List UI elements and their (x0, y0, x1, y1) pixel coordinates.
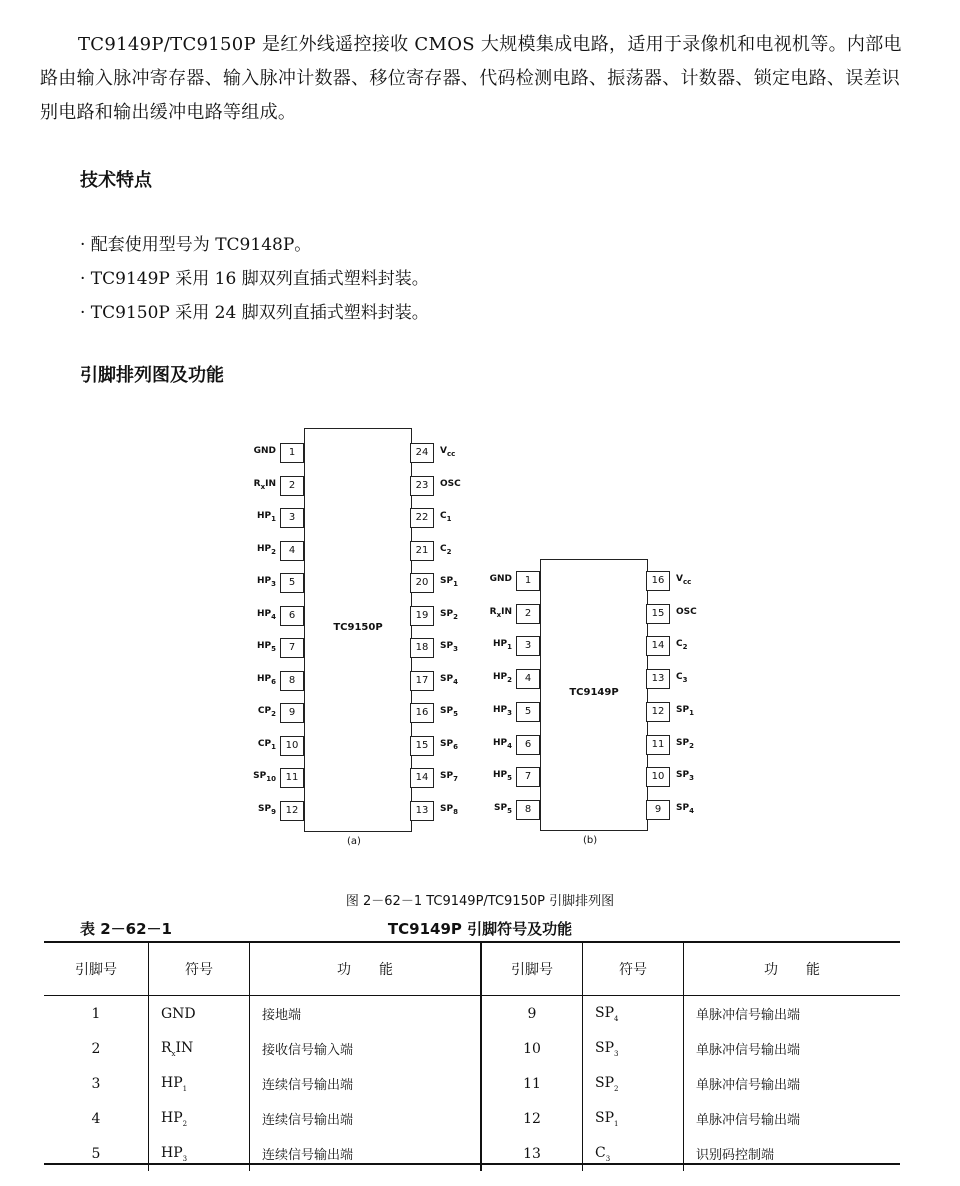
table-cell: 连续信号输出端 (250, 1066, 482, 1101)
table-cell: $SP_3$ (583, 1031, 684, 1066)
pin-number: 11 (280, 768, 304, 788)
pin-number: 8 (516, 800, 540, 820)
pin-number: 13 (646, 669, 670, 689)
table-cell: 12 (481, 1101, 583, 1136)
pin-number: 22 (410, 508, 434, 528)
col-header: 引脚号 (44, 943, 149, 996)
pin-symbol: $HP_3$ (256, 576, 276, 588)
pin-symbol: $HP_6$ (256, 673, 276, 686)
col-header: 功 能 (684, 943, 901, 996)
pin-table (44, 943, 900, 1171)
table-cell: $HP_2$ (149, 1101, 250, 1136)
pin-number: 15 (410, 736, 434, 756)
table-cell: 接地端 (250, 996, 482, 1032)
features-heading: 技术特点 (80, 170, 152, 191)
table-cell: $R_xIN$ (149, 1031, 250, 1066)
pin-symbol: $V_{cc}$ (440, 446, 456, 458)
figure-caption: 图 2－62－1 TC9149P/TC9150P 引脚排列图 (345, 894, 615, 909)
pin-symbol: GND (489, 574, 512, 584)
pin-number: 11 (646, 735, 670, 755)
table-cell: $C_3$ (583, 1136, 684, 1171)
pin-number: 1 (516, 571, 540, 591)
pin-number: 9 (280, 703, 304, 723)
pin-number: 19 (410, 606, 434, 626)
pin-symbol: $HP_1$ (256, 511, 276, 523)
table-row (44, 1031, 900, 1066)
pin-number: 5 (516, 702, 540, 722)
pin-number: 7 (516, 767, 540, 787)
pin-number: 3 (516, 636, 540, 656)
table-row (44, 1066, 900, 1101)
pin-number: 24 (410, 443, 434, 463)
pin-number: 4 (280, 541, 304, 561)
pin-number: 10 (646, 767, 670, 787)
table-cell: 单脉冲信号输出端 (684, 1066, 901, 1101)
pin-symbol: $HP_2$ (492, 672, 512, 684)
table-cell: 单脉冲信号输出端 (684, 996, 901, 1032)
pin-number: 20 (410, 573, 434, 593)
pin-symbol: $HP_2$ (256, 543, 276, 556)
pin-symbol: $SP_8$ (440, 803, 458, 816)
col-header: 符号 (149, 943, 250, 996)
pin-number: 21 (410, 541, 434, 561)
table-cell: $HP_1$ (149, 1066, 250, 1101)
pin-symbol: $C_2$ (440, 543, 452, 556)
pin-number: 16 (410, 703, 434, 723)
pin-number: 17 (410, 671, 434, 691)
pin-symbol: $SP_4$ (676, 802, 694, 815)
pin-symbol: $HP_3$ (492, 704, 512, 717)
pin-symbol: $SP_{10}$ (253, 771, 276, 783)
col-header: 引脚号 (481, 943, 583, 996)
intro-paragraph: TC9149P/TC9150P 是红外线遥控接收 CMOS 大规模集成电路，适用于录像机和电视机等。内部电路由输入脉冲寄存器、输入脉冲计数器、移位寄存器、代码检测电路、振荡器、计数器、锁定电路、误差识别电路和输出缓冲电路等组成。 (40, 34, 902, 123)
pin-symbol: $SP_3$ (676, 770, 694, 782)
table-cell: 2 (91, 1040, 101, 1057)
table-row (44, 1136, 900, 1171)
pin-number: 12 (280, 801, 304, 821)
chip-body (304, 428, 412, 832)
pin-symbol: $C_1$ (440, 511, 452, 523)
pin-symbol: $SP_9$ (258, 803, 276, 816)
table-cell: 10 (481, 1031, 583, 1066)
table-cell: 识别码控制端 (684, 1136, 901, 1171)
table-row (44, 996, 900, 1032)
pin-symbol: $SP_6$ (440, 738, 458, 751)
pin-number: 3 (280, 508, 304, 528)
pin-symbol: $HP_5$ (492, 770, 512, 782)
pin-number: 2 (280, 476, 304, 496)
pin-number: 5 (280, 573, 304, 593)
pin-symbol: $SP_2$ (440, 608, 458, 621)
table-cell: 5 (91, 1145, 101, 1162)
pin-symbol: $SP_7$ (440, 771, 458, 783)
table-cell: GND (149, 996, 250, 1032)
pin-symbol: $R_xIN$ (489, 606, 512, 619)
pin-symbol: $HP_5$ (256, 641, 276, 653)
pin-symbol: $SP_5$ (440, 706, 458, 718)
pin-symbol: $CP_1$ (257, 738, 276, 751)
pin-symbol: $SP_2$ (676, 737, 694, 750)
table-title: TC9149P 引脚符号及功能 (387, 920, 573, 938)
pin-number: 14 (646, 636, 670, 656)
pin-number: 6 (516, 735, 540, 755)
chip-body (540, 559, 648, 831)
pin-number: 7 (280, 638, 304, 658)
table-cell: 单脉冲信号输出端 (684, 1031, 901, 1066)
table-cell: 连续信号输出端 (250, 1101, 482, 1136)
pin-number: 10 (280, 736, 304, 756)
pin-symbol: $HP_4$ (256, 608, 276, 621)
table-cell: 1 (91, 1005, 101, 1022)
pin-symbol: $C_3$ (676, 672, 688, 684)
table-cell: $SP_4$ (583, 996, 684, 1032)
pin-number: 14 (410, 768, 434, 788)
col-header: 功 能 (250, 943, 482, 996)
table-cell: $HP_3$ (149, 1136, 250, 1171)
pin-symbol: $SP_3$ (440, 641, 458, 653)
pin-symbol: $C_2$ (676, 639, 688, 652)
chip-name: TC9150P (333, 622, 383, 633)
diagram-sublabel: (b) (583, 835, 598, 846)
table-cell: $SP_1$ (583, 1101, 684, 1136)
pin-symbol: $SP_5$ (494, 802, 512, 815)
pin-symbol: GND (253, 446, 276, 456)
pin-symbol: $SP_4$ (440, 673, 458, 686)
table-cell: 11 (481, 1066, 583, 1101)
table-bottom-rule (44, 1163, 900, 1165)
pin-number: 2 (516, 604, 540, 624)
feature-item: · 配套使用型号为 TC9148P。 (80, 235, 312, 255)
pin-symbol: $CP_2$ (257, 706, 276, 718)
table-cell: 4 (91, 1110, 101, 1127)
table-row (44, 1101, 900, 1136)
diagram-sublabel: (a) (347, 836, 361, 847)
table-cell: 接收信号输入端 (250, 1031, 482, 1066)
pin-number: 23 (410, 476, 434, 496)
feature-item: · TC9150P 采用 24 脚双列直插式塑料封装。 (80, 303, 429, 323)
pin-number: 12 (646, 702, 670, 722)
pin-symbol: $R_xIN$ (253, 478, 276, 491)
pin-number: 1 (280, 443, 304, 463)
pin-symbol: $HP_1$ (492, 639, 512, 652)
table-header-row (44, 943, 900, 996)
table-cell: $SP_2$ (583, 1066, 684, 1101)
table-cell: 13 (481, 1136, 583, 1171)
pin-number: 6 (280, 606, 304, 626)
pin-number: 16 (646, 571, 670, 591)
pin-number: 13 (410, 801, 434, 821)
table-cell: 单脉冲信号输出端 (684, 1101, 901, 1136)
pin-number: 15 (646, 604, 670, 624)
pin-symbol: $SP_1$ (440, 576, 458, 588)
pin-number: 18 (410, 638, 434, 658)
table-cell: 3 (91, 1075, 101, 1092)
pin-number: 8 (280, 671, 304, 691)
pin-symbol: $SP_1$ (676, 704, 694, 717)
feature-item: · TC9149P 采用 16 脚双列直插式塑料封装。 (80, 269, 429, 289)
table-cell: 连续信号输出端 (250, 1136, 482, 1171)
pin-number: 9 (646, 800, 670, 820)
pin-symbol: $HP_4$ (492, 737, 512, 750)
col-header: 符号 (583, 943, 684, 996)
pin-symbol: OSC (676, 606, 697, 617)
pin-number: 4 (516, 669, 540, 689)
table-number: 表 2－62－1 (80, 920, 172, 938)
chip-name: TC9149P (569, 687, 619, 698)
table-cell: 9 (481, 996, 583, 1032)
pins-heading: 引脚排列图及功能 (80, 365, 224, 386)
pin-symbol: $V_{cc}$ (676, 574, 692, 586)
pin-symbol: OSC (440, 478, 461, 489)
